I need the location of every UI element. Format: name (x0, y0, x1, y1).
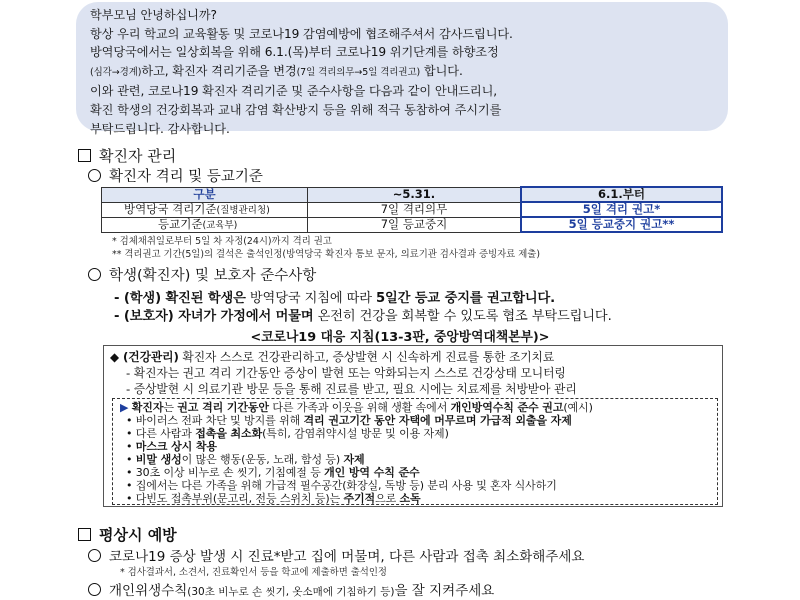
isolation-criteria-table (101, 186, 723, 233)
intro-message-box (76, 2, 728, 136)
prevention-text: 코로나19 증상 발생 시 진료*받고 집에 머물며, 다른 사람과 접촉 최소화해주세요 (109, 549, 585, 565)
table-cell-highlight: 5일 등교중지 권고** (521, 217, 722, 232)
intro-text: 하고, 확진자 격리기준을 변경 (141, 63, 297, 78)
item-bold: 마스크 상시 착용 (135, 440, 217, 453)
guide-item (126, 479, 557, 492)
intro-line (90, 62, 712, 83)
guideline-text: 온전히 건강을 회복할 수 있도록 협조 부탁드립니다. (313, 309, 612, 324)
guideline-text: 방역당국 지침에 따라 (245, 291, 376, 306)
table-header-cell: ~5.31. (308, 187, 522, 202)
guideline-bold: - (학생) 확진된 학생은 (114, 291, 246, 306)
square-bullet-icon (78, 149, 91, 162)
item-text: 이 많은 행동(운동, 노래, 함성 등) (181, 453, 344, 466)
prevention-text: 개인위생수칙 (109, 583, 188, 599)
table-cell (102, 217, 308, 232)
item-text: • (126, 453, 136, 466)
prevention-item-2 (88, 579, 494, 599)
intro-line: 이와 관련, 코로나19 확진자 격리기준 및 준수사항을 다음과 같이 안내드리니, (90, 84, 498, 99)
item-text: 는 (163, 401, 178, 414)
row-label-small: (교육부) (202, 219, 238, 231)
item-text: • 집에서는 다른 가족을 위해 가급적 필수공간(화장실, 독방 등) 분리 사용 및 혼자 식사하기 (126, 479, 557, 492)
item-bold: 개인 방역 수칙 준수 (324, 466, 420, 479)
table-footnote: ** 격리권고 기간(5일)의 결석은 출석인정(방역당국 확진자 통보 문자, 의료기관 검사결과 증빙자료 제출) (112, 249, 540, 260)
table-header-row (102, 187, 723, 202)
section-heading-prevention (78, 524, 177, 545)
item-text: • (126, 440, 136, 453)
circle-bullet-icon (88, 549, 101, 562)
item-bold: 자제 (343, 453, 365, 466)
guideline-bold: 5일간 등교 중지를 권고합니다. (375, 291, 556, 306)
guide-item (126, 466, 420, 479)
item-text: 으로 (375, 492, 400, 505)
table-cell: 7일 등교중지 (308, 217, 522, 232)
item-bold: 접촉을 최소화 (195, 427, 263, 440)
intro-small-text: (7일 격리의무→5일 격리권고) (296, 66, 421, 78)
guide-title: <코로나19 대응 지침(13-3판, 중앙방역대책본부)> (250, 330, 550, 345)
square-bullet-icon (78, 528, 91, 541)
table-footnote: * 검체채취일로부터 5일 차 자정(24시)까지 격리 권고 (112, 236, 332, 247)
item-bold: 소독 (399, 492, 421, 505)
intro-greeting: 학부모님 안녕하십니까? (90, 8, 217, 22)
item-bold: 격리 권고기간 동안 자택에 머무르며 가급적 외출을 자제 (303, 414, 572, 427)
guide-line: - 증상발현 시 의료기관 방문 등을 통해 진료를 받고, 필요 시에는 치료제를 처방받아 관리 (126, 382, 577, 396)
guide-bold: ◆ (건강관리) (110, 350, 179, 364)
item-text: (특히, 감염취약시설 방문 및 이용 자제) (262, 427, 449, 440)
table-row (102, 202, 723, 217)
guide-item (126, 427, 449, 440)
item-text: • 다른 사람과 (126, 427, 196, 440)
guide-health-line (110, 348, 554, 365)
table-row (102, 217, 723, 232)
item-text: (예시) (563, 401, 593, 414)
arrow-bullet-icon: ▶ (120, 401, 132, 414)
row-label-small: (질병관리청) (216, 204, 270, 216)
item-text: • 다빈도 접촉부위(문고리, 전등 스위치 등)는 (126, 492, 344, 505)
item-bold: 권고 격리 기간동안 (177, 401, 269, 414)
guide-item (126, 492, 421, 505)
item-bold: 개인방역수칙 준수 권고 (450, 401, 564, 414)
student-guideline (114, 287, 555, 306)
intro-small-text: (심각→경계) (90, 66, 142, 78)
item-text: • 바이러스 전파 차단 및 방지를 위해 (126, 414, 304, 427)
guideline-bold: - (보호자) 자녀가 가정에서 머물며 (114, 309, 314, 324)
guide-item (126, 453, 365, 466)
table-header-cell: 6.1.부터 (521, 187, 722, 202)
item-text: • 30초 이상 비누로 손 씻기, 기침예절 등 (126, 466, 325, 479)
intro-text: 합니다. (420, 63, 463, 78)
item-bold: 주기적 (343, 492, 376, 505)
guardian-guideline (114, 305, 612, 324)
circle-bullet-icon (88, 169, 101, 182)
intro-line: 방역당국에서는 일상회복을 위해 6.1.(목)부터 코로나19 위기단계를 하향조정 (90, 45, 499, 60)
table-header-cell: 구분 (102, 187, 308, 202)
intro-line: 확진 학생의 건강회복과 교내 감염 확산방지 등을 위해 적극 동참하여 주시기를 (90, 102, 502, 117)
circle-bullet-icon (88, 583, 101, 596)
guide-text: 확진자 스스로 건강관리하고, 증상발현 시 신속하게 진료를 통한 조기치료 (178, 350, 555, 364)
prevention-text: 을 잘 지켜주세요 (394, 583, 495, 599)
item-bold: 확진자 (131, 401, 164, 414)
circle-bullet-icon (88, 268, 101, 281)
guide-item (126, 440, 217, 453)
prevention-item-1 (88, 545, 584, 565)
item-bold: 비말 생성 (135, 453, 182, 466)
intro-line: 부탁드립니다. 감사합니다. (90, 121, 230, 136)
guide-line: - 확진자는 권고 격리 기간동안 증상이 발현 또는 악화되는지 스스로 건강상태 모니터링 (126, 366, 566, 380)
guide-item (120, 401, 593, 414)
table-cell (102, 202, 308, 217)
section-title: 평상시 예방 (99, 526, 177, 544)
subheading-isolation (88, 165, 263, 186)
subheading-compliance (88, 264, 316, 285)
section-title: 확진자 관리 (99, 147, 177, 165)
guide-item (126, 414, 572, 427)
subheading-text: 확진자 격리 및 등교기준 (109, 169, 263, 185)
table-cell-highlight: 5일 격리 권고* (521, 202, 722, 217)
row-label: 등교기준 (158, 216, 203, 231)
table-cell: 7일 격리의무 (308, 202, 522, 217)
item-text: 다른 가족과 이웃을 위해 생활 속에서 (268, 401, 451, 414)
intro-line: 항상 우리 학교의 교육활동 및 코로나19 감염예방에 협조해주셔서 감사드립니다. (90, 26, 513, 41)
subheading-text: 학생(확진자) 및 보호자 준수사항 (109, 268, 317, 284)
prevention-small-text: (30초 비누로 손 씻기, 옷소매에 기침하기 등) (187, 586, 395, 598)
prevention-footnote: * 검사결과서, 소견서, 진료확인서 등을 학교에 제출하면 출석인정 (120, 567, 387, 578)
row-label: 방역당국 격리기준 (124, 201, 217, 216)
section-heading-patient-management (78, 145, 176, 166)
